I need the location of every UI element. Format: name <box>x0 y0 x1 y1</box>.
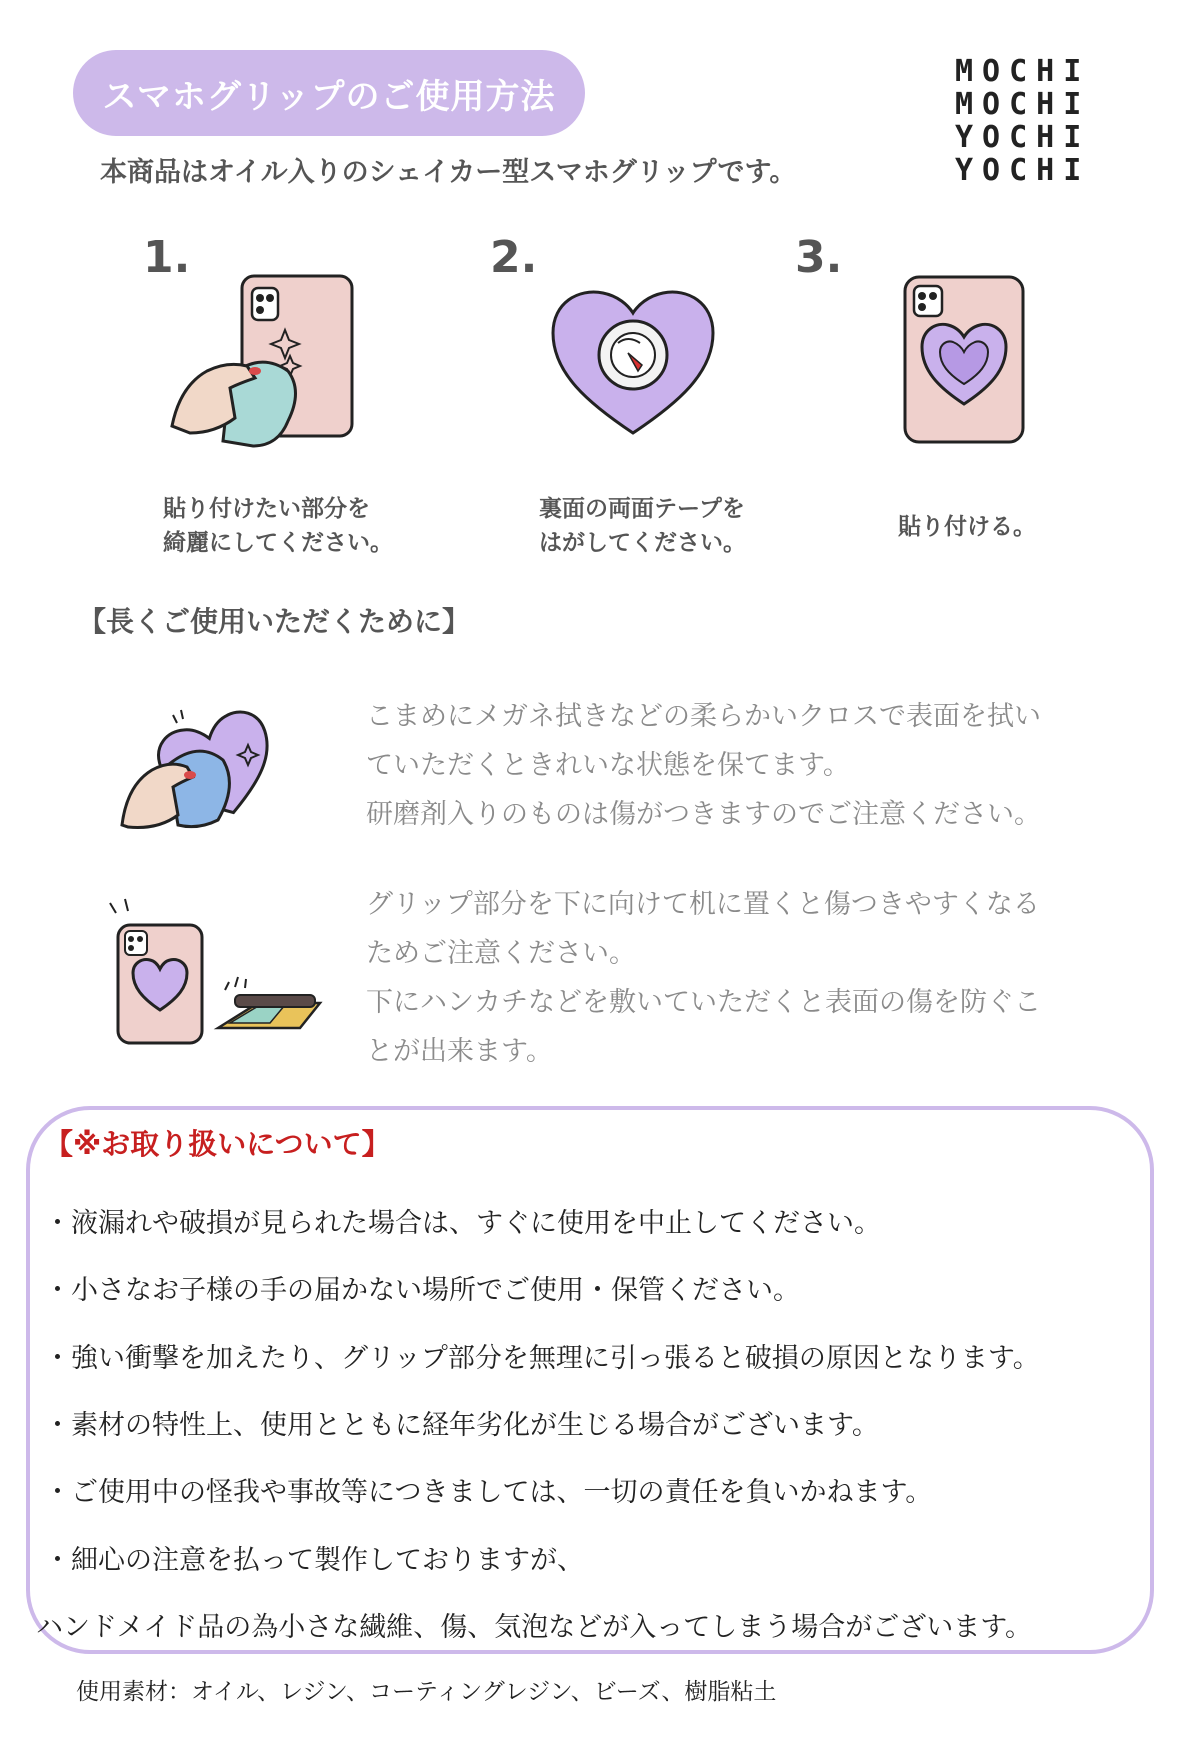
tip-1-text <box>366 692 1126 839</box>
logo-line: YOCHI <box>955 153 1091 188</box>
step-2-line-2: はがしてください。 <box>539 530 746 556</box>
tip-2-line-1: グリップ部分を下に向けて机に置くと傷つきやすくなる <box>366 889 1040 920</box>
product-description: 本商品はオイル入りのシェイカー型スマホグリップです。 <box>100 157 797 188</box>
care-heading: 【長くご使用いただくために】 <box>78 605 471 638</box>
tip-1-line-3: 研磨剤入りのものは傷がつきますのでご注意ください。 <box>366 799 1041 830</box>
step-1-line-1: 貼り付けたい部分を <box>163 496 370 522</box>
tip-1-line-2: ていただくときれいな状態を保てます。 <box>366 750 850 781</box>
caution-title: 【※お取り扱いについて】 <box>44 1127 391 1161</box>
logo-line: YOCHI <box>955 120 1091 155</box>
tip-2-illustration <box>100 895 325 1055</box>
step-3-instruction: 貼り付ける。 <box>898 514 1036 540</box>
page-title: スマホグリップのご使用方法 <box>102 76 556 117</box>
caution-item: ハンドメイド品の為小さな繊維、傷、気泡などが入ってしまう場合がございます。 <box>36 1612 1033 1643</box>
step-1-number: 1. <box>143 232 191 283</box>
step-1-instruction <box>163 492 393 560</box>
logo-line: MOCHI <box>955 54 1091 89</box>
tip-1-line-1: こまめにメガネ拭きなどの柔らかいクロスで表面を拭い <box>366 701 1041 732</box>
caution-item: ・素材の特性上、使用とともに経年劣化が生じる場合がございます。 <box>44 1410 879 1441</box>
step-3-number: 3. <box>795 232 843 283</box>
step-1-illustration <box>170 268 370 458</box>
step-1-line-2: 綺麗にしてください。 <box>163 530 393 556</box>
logo-line: MOCHI <box>955 87 1091 122</box>
step-2-line-1: 裏面の両面テープを <box>539 496 745 522</box>
caution-item: ・小さなお子様の手の届かない場所でご使用・保管ください。 <box>44 1275 800 1306</box>
step-3-illustration <box>900 272 1030 447</box>
step-2-number: 2. <box>490 232 538 283</box>
materials-note: 使用素材：オイル、レジン、コーティングレジン、ビーズ、樹脂粘土 <box>76 1679 777 1705</box>
tip-2-line-2: ためご注意ください。 <box>366 938 636 969</box>
title-pill <box>73 50 585 136</box>
step-2-instruction <box>539 492 746 560</box>
brand-logo <box>955 55 1125 187</box>
caution-item: ・ご使用中の怪我や事故等につきましては、一切の責任を負いかねます。 <box>44 1477 933 1508</box>
tip-1-illustration <box>118 695 308 835</box>
caution-item: ・強い衝撃を加えたり、グリップ部分を無理に引っ張ると破損の原因となります。 <box>44 1343 1040 1374</box>
step-2-illustration <box>548 283 718 443</box>
tip-2-line-4: とが出来ます。 <box>366 1036 553 1067</box>
caution-item: ・細心の注意を払って製作しておりますが、 <box>44 1545 584 1576</box>
tip-2-text <box>366 880 1126 1076</box>
caution-item: ・液漏れや破損が見られた場合は、すぐに使用を中止してください。 <box>44 1208 881 1239</box>
tip-2-line-3: 下にハンカチなどを敷いていただくと表面の傷を防ぐこ <box>366 987 1041 1018</box>
